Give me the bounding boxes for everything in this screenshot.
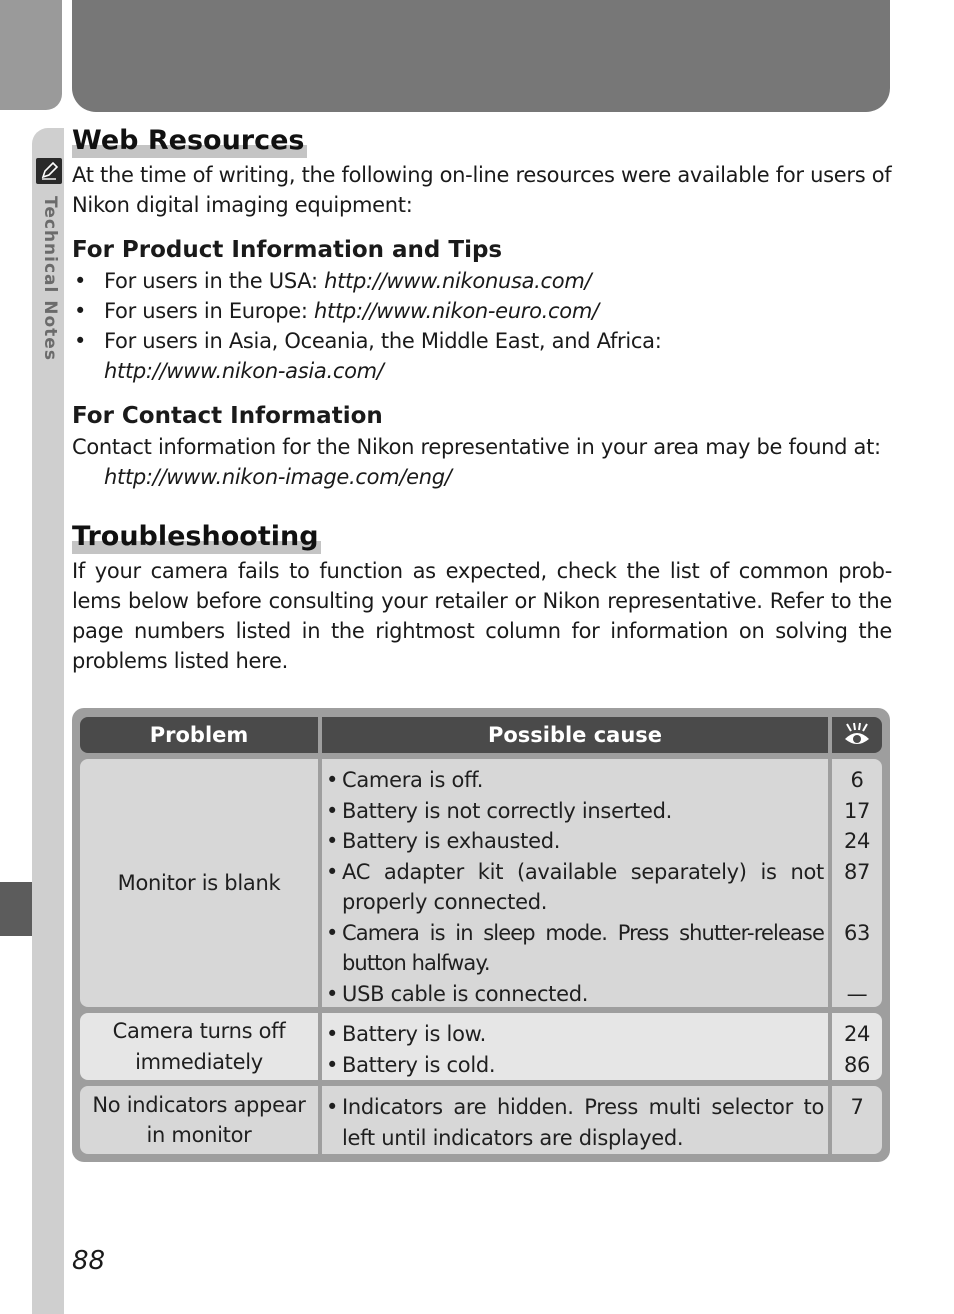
web-resources-title: Web Resources [72, 125, 305, 156]
cause-item: • Indicators are hidden. Press multi selector to left until indicators are displayed. [326, 1092, 824, 1153]
page-ref: 24 [843, 829, 871, 853]
page-ref [832, 887, 882, 918]
contact-info-link[interactable]: http://www.nikon-image.com/eng/ [104, 465, 452, 489]
cause-item: • USB cable is connected. [326, 979, 824, 1010]
list-item: • For users in Asia, Oceania, the Middle East, and Africa: http://www.nikon-asia.com/ [72, 326, 892, 386]
page-ref: 6 [850, 768, 864, 792]
problem-cell: Monitor is blank [80, 759, 318, 1007]
cause-cell [322, 1086, 828, 1154]
problem-cell: Camera turns off immediately [80, 1013, 318, 1080]
europe-link[interactable]: http://www.nikon-euro.com/ [314, 299, 599, 323]
product-info-list [72, 266, 892, 386]
cause-cell [322, 759, 828, 1007]
page-ref: 87 [843, 859, 871, 884]
page-ref-cell [832, 1086, 882, 1154]
contact-info-text: Contact information for the Nikon representative in your area may be found at: [72, 435, 881, 459]
product-info-heading: For Product Information and Tips [72, 237, 503, 263]
web-resources-intro: At the time of writing, the following on-line resources were available for users of Nikon digital imaging equipment: [72, 163, 892, 217]
page-content [72, 124, 892, 676]
cause-item: • Battery is low. [326, 1019, 824, 1050]
usa-link[interactable]: http://www.nikonusa.com/ [324, 269, 592, 293]
cause-column-header: Possible cause [322, 717, 828, 753]
page-ref: 7 [850, 1095, 864, 1119]
side-chapter-label: Technical Notes [40, 196, 60, 361]
page-ref: — [846, 981, 868, 1006]
problem-column-header: Problem [80, 717, 318, 753]
page-ref-cell [832, 1013, 882, 1080]
problem-cell: No indicators appear in monitor [80, 1086, 318, 1154]
troubleshooting-table [72, 708, 890, 1162]
cause-cell [322, 1013, 828, 1080]
cause-item: • Camera is off. [326, 765, 824, 796]
list-item: • For users in Europe: http://www.nikon-euro.com/ [72, 296, 892, 326]
corner-tab [0, 0, 62, 110]
chapter-thumb-tab [0, 882, 32, 936]
header-banner [72, 0, 890, 112]
cause-item: • Battery is exhausted. [326, 826, 824, 857]
cause-item: • Battery is not correctly inserted. [326, 796, 824, 827]
page-ref: 17 [843, 798, 871, 823]
eye-page-reference-icon [843, 729, 871, 753]
cause-item: • Camera is in sleep mode. Press shutter-release button halfway. [326, 918, 824, 979]
page-number: 88 [72, 1246, 106, 1276]
cause-item: • Battery is cold. [326, 1050, 824, 1081]
asia-link[interactable]: http://www.nikon-asia.com/ [104, 359, 384, 383]
page-reference-header [832, 717, 882, 753]
troubleshooting-title: Troubleshooting [72, 521, 319, 552]
pencil-note-icon [36, 158, 62, 184]
cause-item: • AC adapter kit (available separately) is not properly connected. [326, 857, 824, 918]
page-ref [832, 948, 882, 979]
page-ref-cell [832, 759, 882, 1007]
page-ref: 24 [843, 1022, 871, 1046]
list-item: • For users in the USA: http://www.nikonusa.com/ [72, 266, 892, 296]
troubleshooting-intro: If your camera fails to function as expected, check the list of common prob-lems below before consulting your retailer or Nikon representative. Refer to the page numbers listed in the rightmost column for information on solving the problems listed here. [72, 559, 892, 673]
page-ref: 63 [843, 920, 871, 945]
contact-info-heading: For Contact Information [72, 403, 383, 429]
page-ref: 86 [843, 1052, 871, 1077]
